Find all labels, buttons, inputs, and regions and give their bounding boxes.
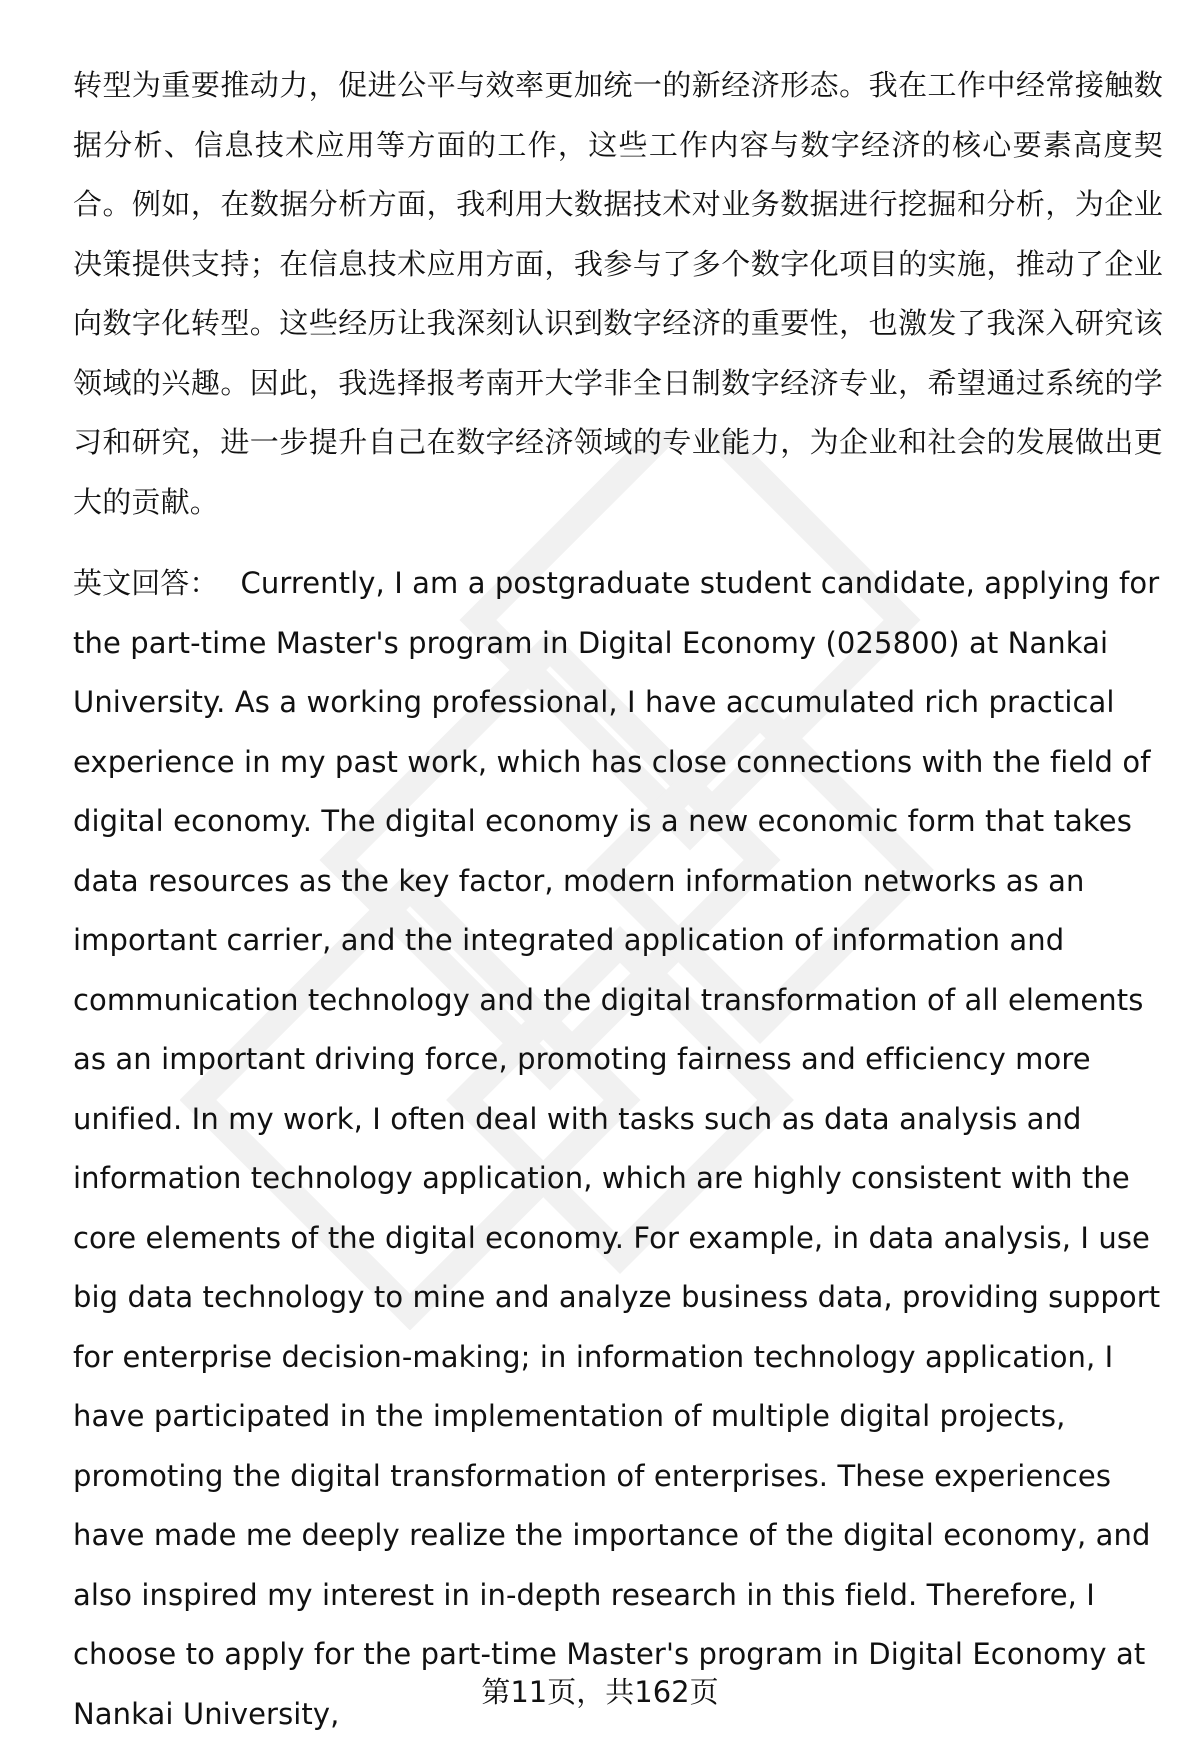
- english-answer-text: Currently, I am a postgraduate student candidate, applying for the part-time Master's program in Digital Economy (025800) at Nankai University. As a working professional, I have accumulated rich practical experience in my past work, which has close connections with the field of digital economy. The digital economy is a new economic form that takes data resources as the key factor, modern information networks as an important carrier, and the integrated application of information and communication technology and the digital transformation of all elements as an important driving force, promoting fairness and efficiency more unified. In my work, I often deal with tasks such as data analysis and information technology application, which are highly consistent with the core elements of the digital economy. For example, in data analysis, I use big data technology to mine and analyze business data, providing support for enterprise decision-making; in information technology application, I have participated in the implementation of multiple digital projects, promoting the digital transformation of enterprises. These experiences have made me deeply realize the importance of the digital economy, and also inspired my interest in in-depth research in this field. Therefore, I choose to apply for the part-time Master's program in Digital Economy at Nankai University,: [73, 566, 1161, 1731]
- document-body: [73, 56, 1163, 1744]
- english-answer-paragraph: [73, 554, 1163, 1744]
- chinese-answer-paragraph: 转型为重要推动力，促进公平与效率更加统一的新经济形态。我在工作中经常接触数据分析、信息技术应用等方面的工作，这些工作内容与数字经济的核心要素高度契合。例如，在数据分析方面，我利用大数据技术对业务数据进行挖掘和分析，为企业决策提供支持；在信息技术应用方面，我参与了多个数字化项目的实施，推动了企业向数字化转型。这些经历让我深刻认识到数字经济的重要性，也激发了我深入研究该领域的兴趣。因此，我选择报考南开大学非全日制数字经济专业，希望通过系统的学习和研究，进一步提升自己在数字经济领域的专业能力，为企业和社会的发展做出更大的贡献。: [73, 68, 1163, 519]
- english-answer-label: 英文回答：: [73, 566, 219, 600]
- page-indicator: 第11页，共162页: [481, 1675, 719, 1709]
